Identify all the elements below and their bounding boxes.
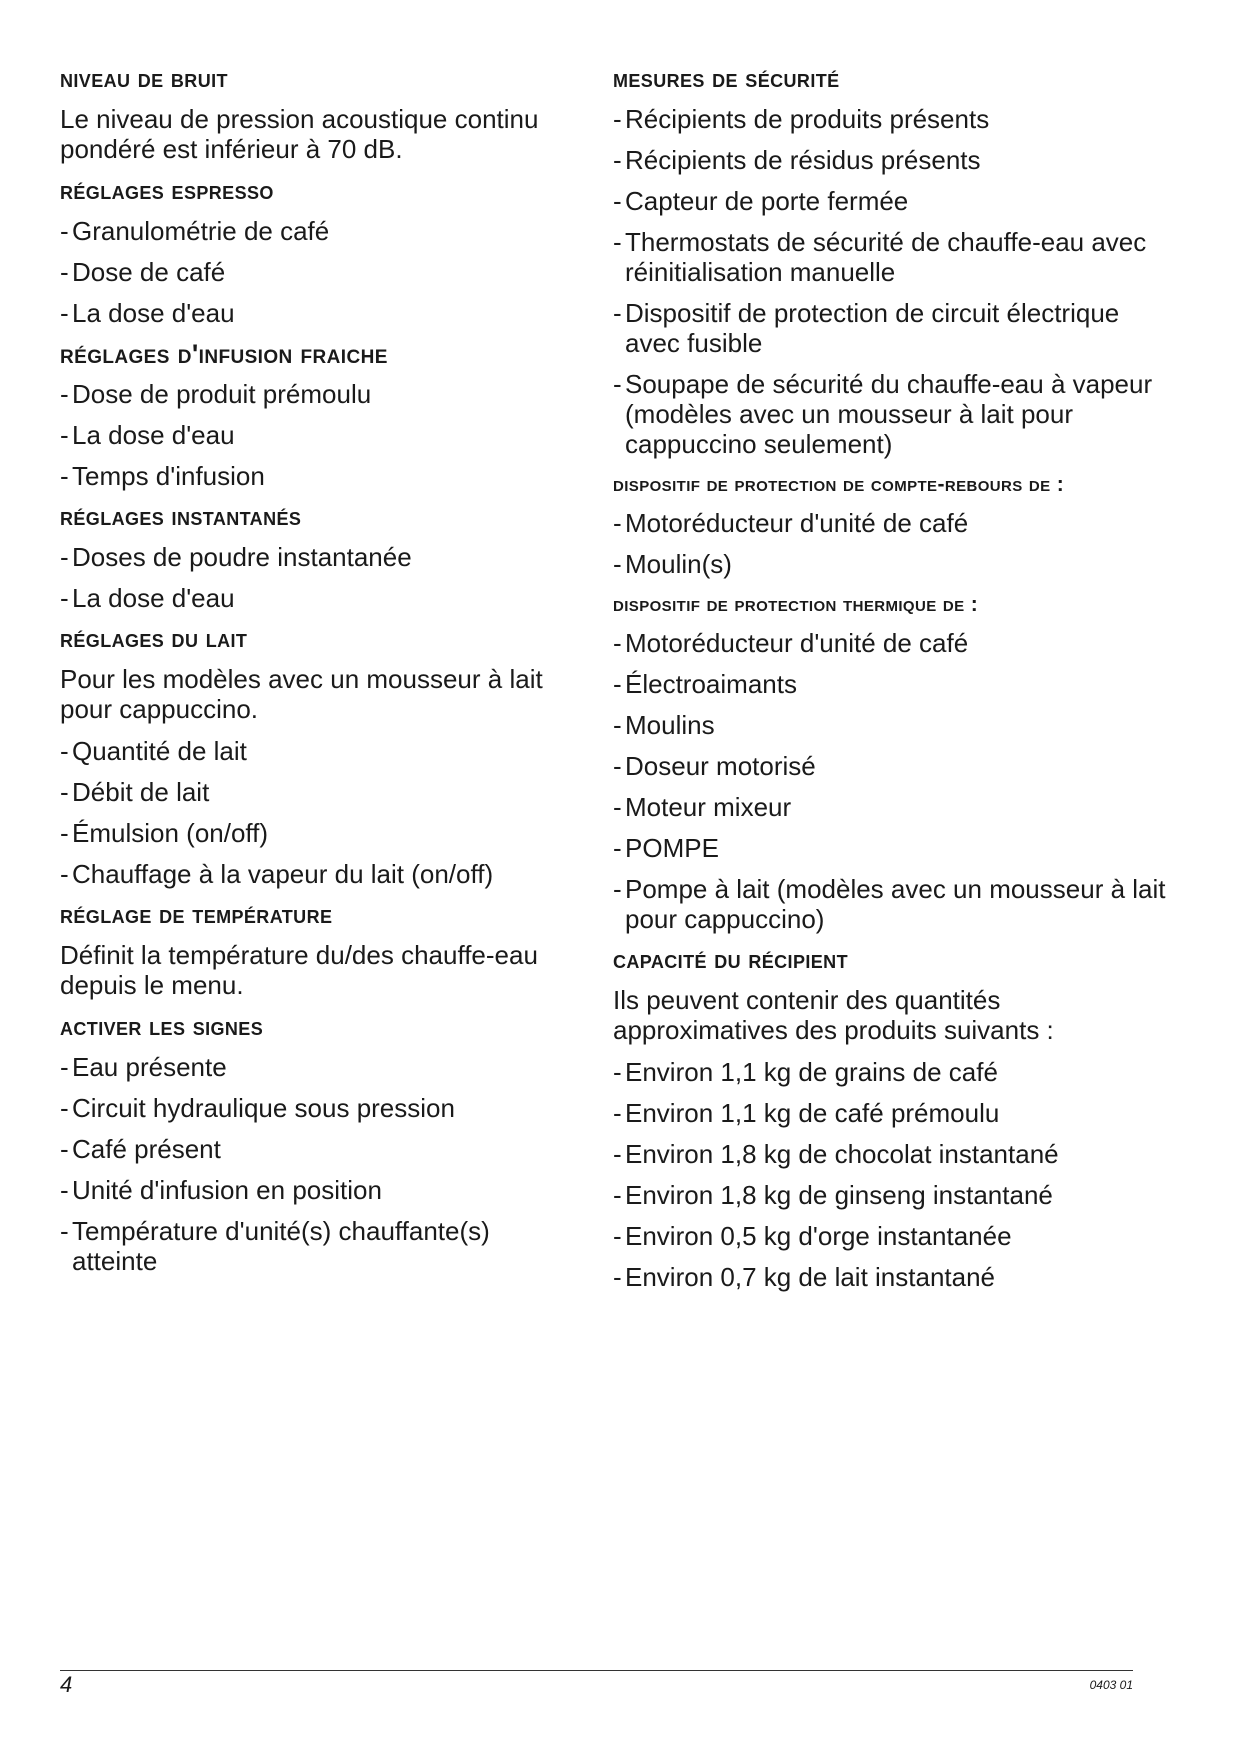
list-item: - Environ 1,1 kg de grains de café bbox=[613, 1057, 1173, 1087]
signs-list bbox=[60, 1052, 570, 1276]
instant-section bbox=[60, 502, 570, 613]
list-item: - Dose de produit prémoulu bbox=[60, 379, 570, 409]
list-item: - Récipients de résidus présents bbox=[613, 145, 1173, 175]
document-code: 0403 01 bbox=[1089, 1678, 1133, 1692]
list-item: - Eau présente bbox=[60, 1052, 570, 1082]
page-number: 4 bbox=[60, 1672, 73, 1697]
signs-section bbox=[60, 1012, 570, 1276]
safety-list bbox=[613, 104, 1173, 459]
list-item: - Récipients de produits présents bbox=[613, 104, 1173, 134]
noise-heading: niveau de bruit bbox=[60, 65, 228, 93]
capacity-text: Ils peuvent contenir des quantités approximatives des produits suivants : bbox=[613, 985, 1054, 1045]
list-item: - La dose d'eau bbox=[60, 420, 570, 450]
list-item: - Environ 0,5 kg d'orge instantanée bbox=[613, 1221, 1173, 1251]
list-item: - Soupape de sécurité du chauffe-eau à vapeur (modèles avec un mousseur à lait pour cappuccino seulement) bbox=[613, 369, 1173, 459]
milk-heading: réglages du lait bbox=[60, 625, 248, 653]
list-item: - Débit de lait bbox=[60, 777, 570, 807]
espresso-section bbox=[60, 176, 570, 328]
safety-section bbox=[613, 64, 1173, 459]
list-item: - Dose de café bbox=[60, 257, 570, 287]
left-column bbox=[60, 64, 570, 1287]
list-item: - Moulin(s) bbox=[613, 549, 1173, 579]
fresh-brew-list bbox=[60, 379, 570, 491]
milk-section bbox=[60, 624, 570, 889]
right-column bbox=[613, 64, 1173, 1303]
list-item: - Environ 1,8 kg de ginseng instantané bbox=[613, 1180, 1173, 1210]
thermal-heading: dispositif de protection thermique de : bbox=[613, 593, 979, 616]
safety-heading: mesures de sécurité bbox=[613, 65, 840, 93]
list-item: - Circuit hydraulique sous pression bbox=[60, 1093, 570, 1123]
countdown-section bbox=[613, 470, 1173, 579]
thermal-list bbox=[613, 628, 1173, 934]
list-item: - Dispositif de protection de circuit électrique avec fusible bbox=[613, 298, 1173, 358]
temperature-text: Définit la température du/des chauffe-eau depuis le menu. bbox=[60, 940, 538, 1000]
list-item: - Moulins bbox=[613, 710, 1173, 740]
noise-text: Le niveau de pression acoustique continu pondéré est inférieur à 70 dB. bbox=[60, 104, 539, 164]
list-item: - Café présent bbox=[60, 1134, 570, 1164]
capacity-section bbox=[613, 945, 1173, 1292]
list-item: - Quantité de lait bbox=[60, 736, 570, 766]
list-item: - Électroaimants bbox=[613, 669, 1173, 699]
list-item: - Émulsion (on/off) bbox=[60, 818, 570, 848]
list-item: - Température d'unité(s) chauffante(s) atteinte bbox=[60, 1216, 570, 1276]
milk-list bbox=[60, 736, 570, 889]
list-item: - Capteur de porte fermée bbox=[613, 186, 1173, 216]
list-item: - Thermostats de sécurité de chauffe-eau avec réinitialisation manuelle bbox=[613, 227, 1173, 287]
list-item: - POMPE bbox=[613, 833, 1173, 863]
temperature-heading: réglage de température bbox=[60, 901, 333, 929]
espresso-list bbox=[60, 216, 570, 328]
list-item: - Moteur mixeur bbox=[613, 792, 1173, 822]
list-item: - Motoréducteur d'unité de café bbox=[613, 628, 1173, 658]
list-item: - Granulométrie de café bbox=[60, 216, 570, 246]
countdown-heading: dispositif de protection de compte-rebours de : bbox=[613, 473, 1065, 496]
instant-list bbox=[60, 542, 570, 613]
noise-section bbox=[60, 64, 570, 164]
temperature-section bbox=[60, 900, 570, 1000]
thermal-section bbox=[613, 590, 1173, 934]
list-item: - Pompe à lait (modèles avec un mousseur à lait pour cappuccino) bbox=[613, 874, 1173, 934]
list-item: - Chauffage à la vapeur du lait (on/off) bbox=[60, 859, 570, 889]
instant-heading: réglages instantanés bbox=[60, 503, 302, 531]
footer-divider bbox=[60, 1670, 1133, 1671]
list-item: - Environ 1,8 kg de chocolat instantané bbox=[613, 1139, 1173, 1169]
list-item: - Environ 1,1 kg de café prémoulu bbox=[613, 1098, 1173, 1128]
fresh-brew-heading: réglages d'infusion fraiche bbox=[60, 339, 388, 369]
fresh-brew-section bbox=[60, 339, 570, 491]
list-item: - Motoréducteur d'unité de café bbox=[613, 508, 1173, 538]
list-item: - Temps d'infusion bbox=[60, 461, 570, 491]
capacity-list bbox=[613, 1057, 1173, 1292]
signs-heading: activer les signes bbox=[60, 1013, 264, 1041]
list-item: - Environ 0,7 kg de lait instantané bbox=[613, 1262, 1173, 1292]
list-item: - La dose d'eau bbox=[60, 583, 570, 613]
list-item: - Unité d'infusion en position bbox=[60, 1175, 570, 1205]
espresso-heading: réglages espresso bbox=[60, 177, 274, 205]
capacity-heading: capacité du récipient bbox=[613, 946, 848, 974]
milk-text: Pour les modèles avec un mousseur à lait pour cappuccino. bbox=[60, 664, 543, 724]
list-item: - Doses de poudre instantanée bbox=[60, 542, 570, 572]
list-item: - La dose d'eau bbox=[60, 298, 570, 328]
countdown-list bbox=[613, 508, 1173, 579]
list-item: - Doseur motorisé bbox=[613, 751, 1173, 781]
